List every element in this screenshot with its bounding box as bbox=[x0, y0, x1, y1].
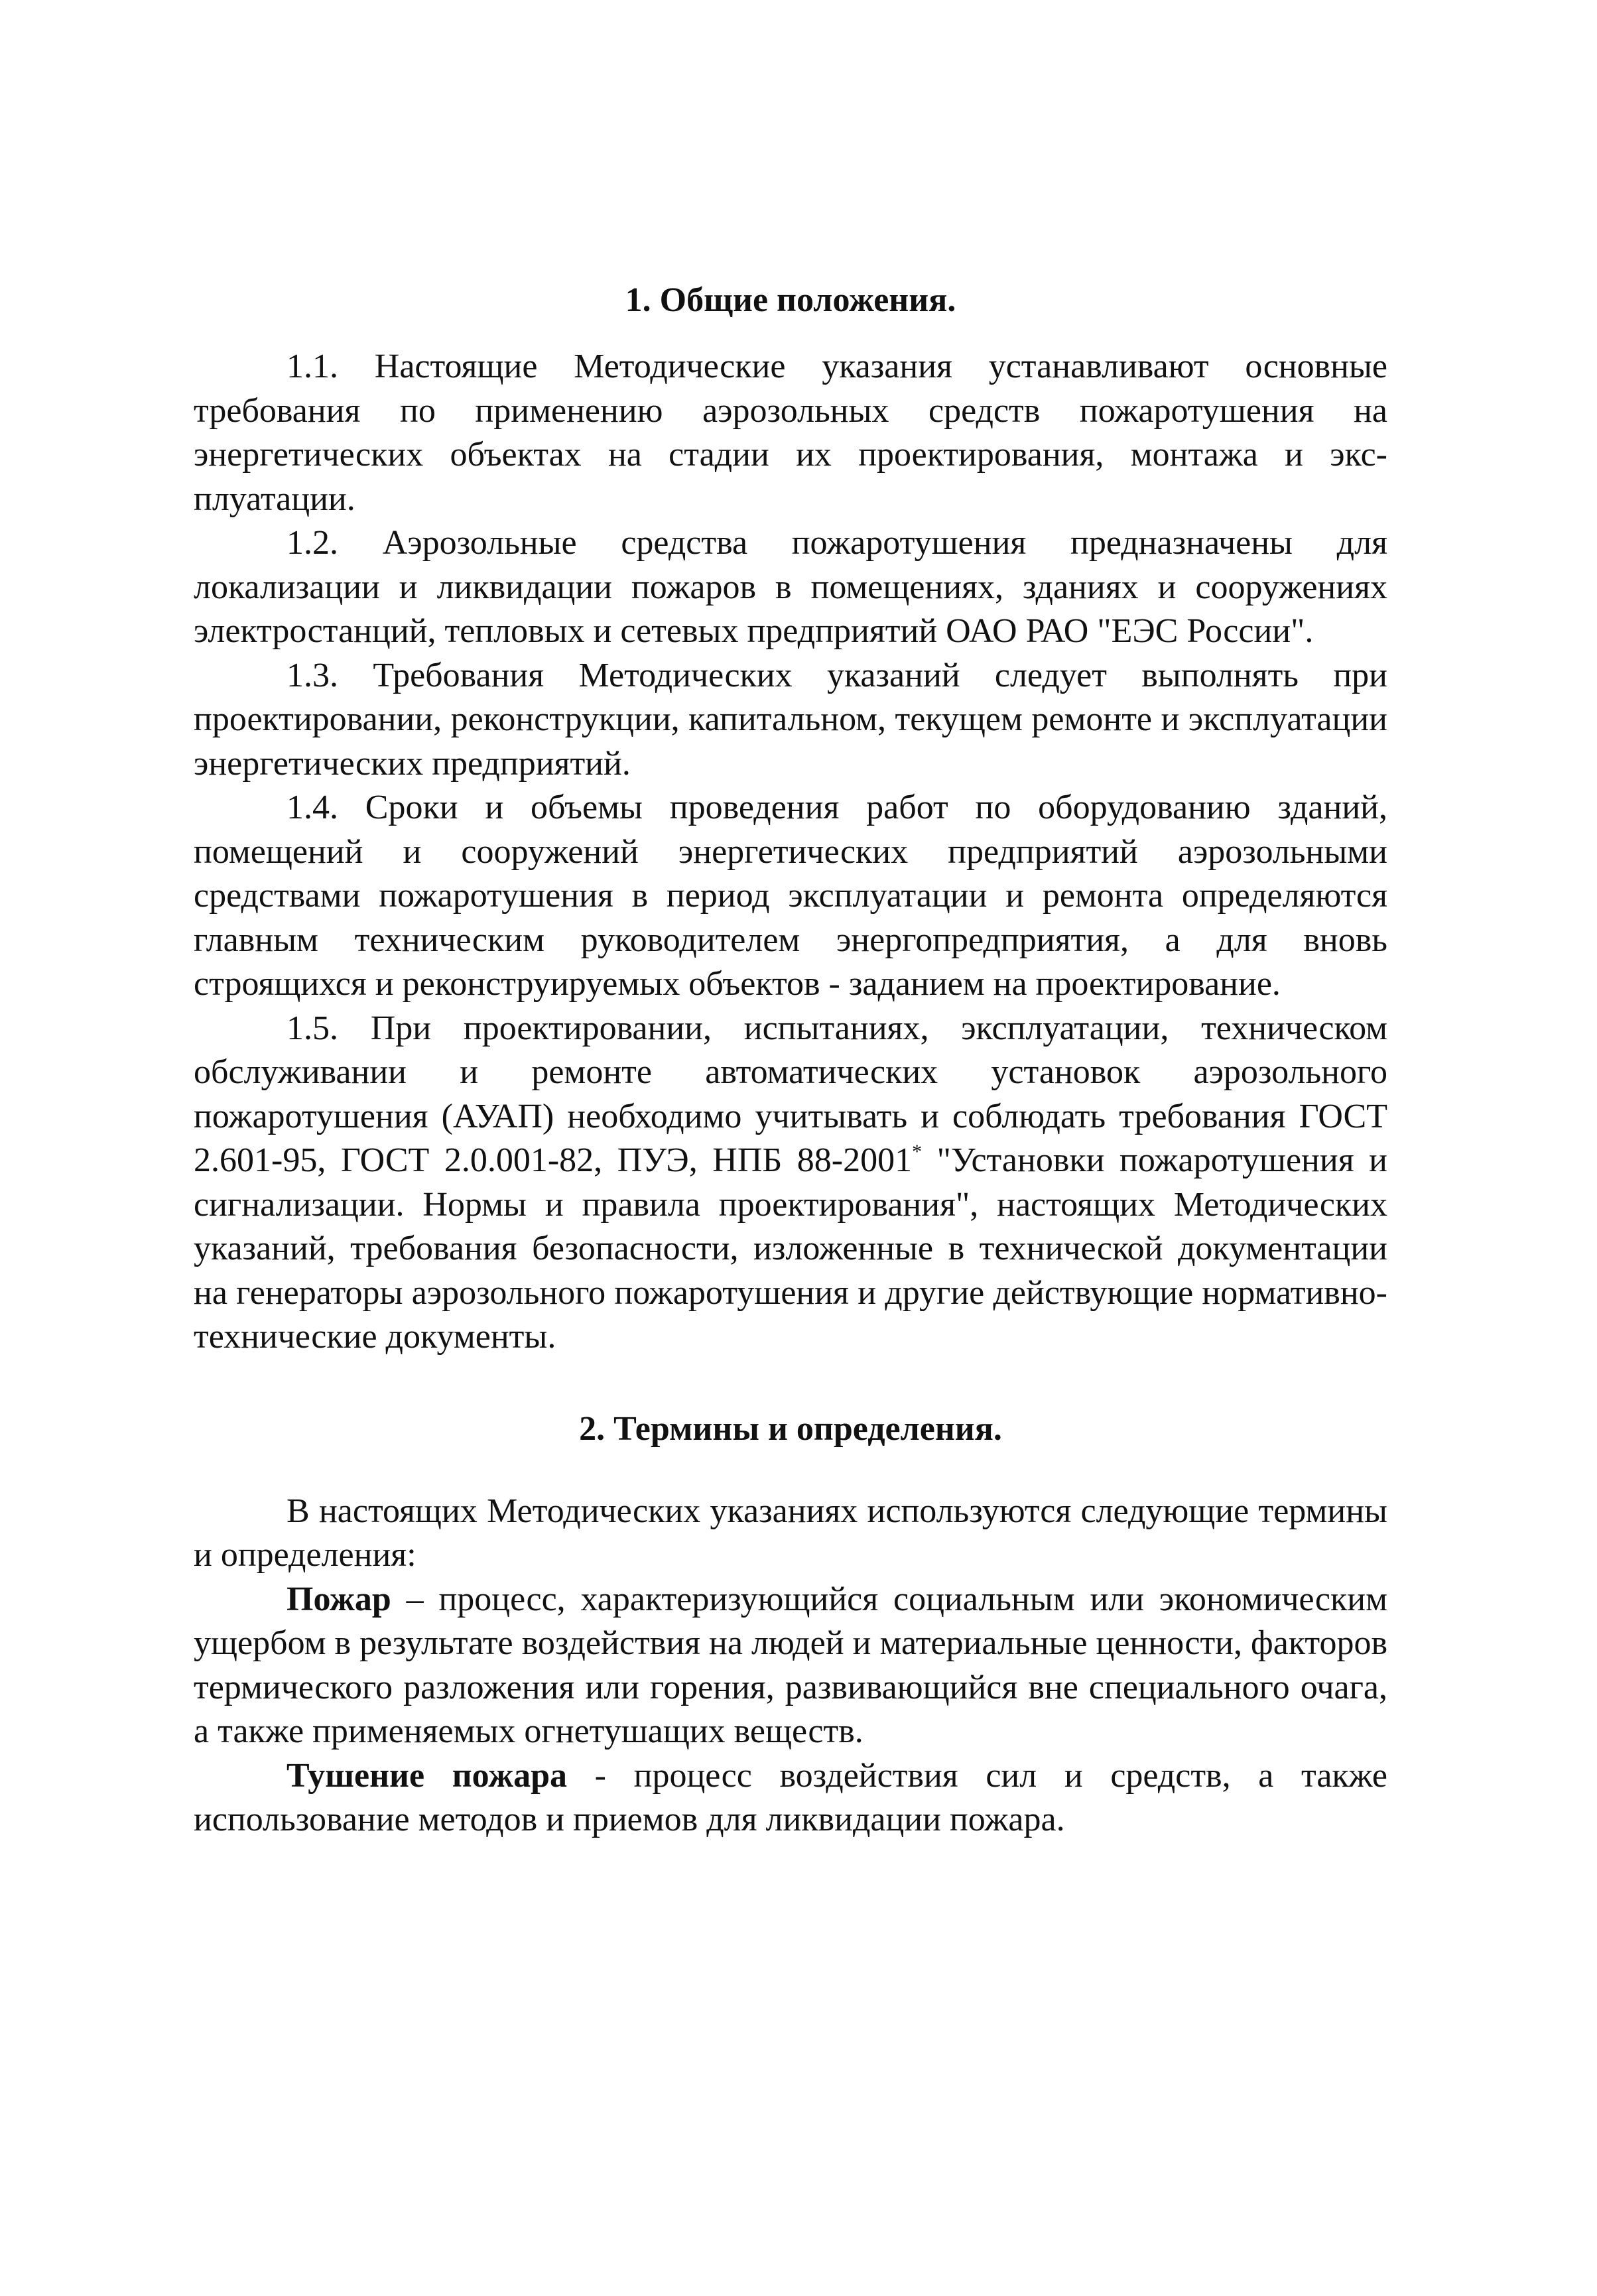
paragraph-1-2: 1.2. Аэрозольные средства пожаротушения предназначены для локализации и ликвидации пожаров в помещениях, зданиях и сооружениях электростанций, тепловых и сетевых предприятий ОАО РАО "ЕЭС России". bbox=[194, 524, 1387, 650]
definition-fire bbox=[194, 1578, 1387, 1754]
paragraph-1-5 bbox=[194, 1007, 1387, 1360]
definition-fire-text: – процесс, характеризующийся социальным или экономическим ущербом в результате воздействия на людей и материальные ценности, факторов термического разложения или горения, развивающийся вне специального очага, а также применяемых огнетушащих веществ. bbox=[194, 1580, 1387, 1750]
paragraph-1-1: 1.1. Настоящие Методические указания устанавливают основные требования по применению аэрозольных средств пожаротушения на энергетических объектах на стадии их проектирования, монтажа и эксплуатации. bbox=[194, 348, 1387, 518]
paragraph-1-4: 1.4. Сроки и объемы проведения работ по оборудованию зданий, помещений и сооружений энергетических предприятий аэрозольными средствами пожаротушения в период эксплуатации и ремонта определяются главным техническим руководителем энергопредприятия, а для вновь строящихся и реконструируемых объектов - заданием на проектирование. bbox=[194, 789, 1387, 1003]
section-2-intro: В настоящих Методических указаниях используются следующие термины и определения: bbox=[194, 1492, 1387, 1574]
paragraph-1-5-text-end: "Установки пожаротушения и сигнализации. Нормы и правила проектирования", настоящих Методических указаний, требования безопасности, изложенные в технической документации на генераторы аэрозольного пожаротушения и другие действующие нормативно-технические документы. bbox=[194, 1141, 1388, 1356]
document-page bbox=[194, 279, 1387, 1842]
definition-extinguishing bbox=[194, 1754, 1387, 1842]
term-fire: Пожар bbox=[287, 1580, 391, 1618]
footnote-mark: * bbox=[912, 1141, 923, 1163]
term-extinguishing: Тушение пожара bbox=[287, 1756, 568, 1795]
section-1-heading: 1. Общие положения. bbox=[625, 281, 956, 319]
section-2-heading: 2. Термины и определения. bbox=[579, 1409, 1002, 1448]
paragraph-1-3: 1.3. Требования Методических указаний следует выполнять при проектировании, реконструкции, капитальном, текущем ремонте и эксплуатации энергетических предприятий. bbox=[194, 656, 1387, 783]
paragraph-1-5-text-start: 1.5. При проектировании, испытаниях, эксплуатации, техническом обслуживании и ремонте автоматических установок аэрозольного пожаротушения (АУАП) необходимо учитывать и соблюдать требования ГОСТ 2.601-95, ГОСТ 2.0.001-82, ПУЭ, НПБ 88-2001 bbox=[194, 1009, 1387, 1179]
definition-extinguishing-text: - процесс воздействия сил и средств, а также использование методов и приемов для ликвидации пожара. bbox=[194, 1756, 1387, 1838]
